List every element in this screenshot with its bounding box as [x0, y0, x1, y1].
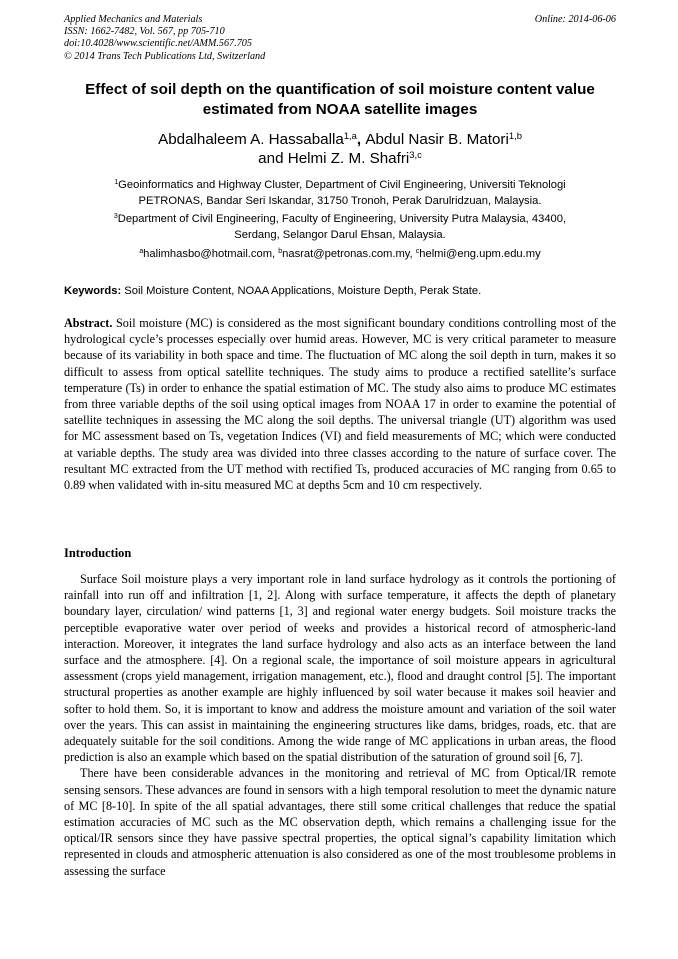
author-3-name: Helmi Z. M. Shafri — [287, 150, 410, 167]
affiliation-1-line-2: PETRONAS, Bandar Seri Iskandar, 31750 Tronoh, Perak Darulridzuan, Malaysia. — [138, 195, 542, 208]
keywords — [64, 283, 624, 299]
author-2-name: Abdul Nasir B. Matori — [365, 131, 509, 148]
journal-name: Applied Mechanics and Materials — [64, 14, 203, 25]
affiliation-1-line-1 — [64, 177, 616, 193]
email-a: halimhasbo@hotmail.com, — [143, 248, 279, 260]
email-c: helmi@eng.upm.edu.my — [419, 248, 541, 260]
affiliation-3-marker: 3 — [113, 213, 118, 221]
section-heading-introduction: Introduction — [64, 546, 132, 560]
email-addresses — [64, 246, 616, 262]
keywords-label: Keywords: — [64, 285, 122, 297]
introduction-body — [64, 571, 616, 879]
paper-title — [64, 80, 616, 119]
author-1-affil: 1,a — [343, 129, 357, 141]
author-3-affil: 3,c — [409, 148, 422, 160]
intro-paragraph-2: There have been considerable advances in the monitoring and retrieval of MC from Optical/IR remote sensing sensors. These advances are found in sensors with a high temporal resolution to meet the dynamic nature of MC [8-10]. In spite of the all spatial advantages, there still some critical challenges that reduce the spatial estimation accuracies of MC such as the MC observation depth, which remains a challenging issue for the optical/IR sensors since they have passive spectral properties, the optical signal’s capability limitation which represented in clouds and atmospheric attenuation is also considered as one of the most troublesome problems in assessing the surface — [64, 766, 616, 878]
journal-header — [64, 14, 616, 63]
affiliation-1-marker: 1 — [114, 179, 119, 187]
affiliation-1 — [64, 177, 616, 209]
author-1-name: Abdalhaleem A. Hassaballa — [158, 131, 344, 148]
journal-copyright: © 2014 Trans Tech Publications Ltd, Switzerland — [64, 50, 266, 62]
intro-paragraph-1: Surface Soil moisture plays a very important role in land surface hydrology as it controls the portioning of rainfall into run off and infiltration [1, 2]. Along with surface temperature, it affects the depth of planetary boundary layer, circulation/ wind patterns [1, 3] and regional water energy budgets. Soil moisture tracks the perceptible evaporative water over period of weeks and provides a historical record of atmospheric-land interaction. Moreover, it integrates the land surface hydrology and also acts as an interface between the land surface and the atmosphere. [4]. On a regional scale, the importance of soil moisture appears in agricultural assessment (crops yield management, irrigation management, etc.), flood and draught control [5]. The important structural properties as another example are highly influenced by soil water because it makes soil heavier and softer to hold them. So, it is important to know and address the moisture amount and variation of the soil water over the years. This can assist in maintaining the engineering structures like dams, bridges, roads, etc. that are adequately suitable for the soil conditions. Among the wide range of MC applications in urban areas, the flood prediction is also an example which based on the spatial distribution of the saturation of ground soil [6, 7]. — [64, 572, 616, 765]
abstract — [64, 315, 616, 493]
authors-line-1 — [64, 130, 616, 149]
journal-doi: doi:10.4028/www.scientific.net/AMM.567.705 — [64, 38, 252, 50]
author-separator: , — [356, 131, 366, 148]
affiliation-3-line-2: Serdang, Selangor Darul Ehsan, Malaysia. — [234, 229, 446, 242]
affiliation-3 — [64, 211, 616, 243]
author-list — [64, 130, 616, 168]
affiliation-3-line-1 — [64, 211, 616, 227]
author-3-prefix: and — [258, 150, 288, 167]
abstract-label: Abstract. — [64, 316, 113, 330]
author-2-affil: 1,b — [508, 129, 522, 141]
email-a-marker: a — [139, 248, 144, 256]
journal-issn: ISSN: 1662-7482, Vol. 567, pp 705-710 — [64, 26, 225, 38]
title-line-1: Effect of soil depth on the quantification of soil moisture content value — [85, 81, 595, 98]
email-b-marker: b — [278, 248, 283, 256]
email-b: nasrat@petronas.com.my, — [282, 248, 416, 260]
online-date: Online: 2014-06-06 — [534, 14, 616, 25]
affiliation-3-text: Department of Civil Engineering, Faculty of Engineering, University Putra Malaysia, 43400, — [117, 213, 567, 225]
authors-line-2 — [64, 149, 616, 168]
title-line-2: estimated from NOAA satellite images — [202, 100, 478, 118]
keywords-text: Soil Moisture Content, NOAA Applications, Moisture Depth, Perak State. — [121, 285, 482, 297]
affiliation-1-text: Geoinformatics and Highway Cluster, Department of Civil Engineering, Universiti Teknologi — [118, 179, 566, 191]
email-c-marker: c — [415, 248, 420, 256]
abstract-text: Soil moisture (MC) is considered as the most significant boundary conditions controlling most of the hydrological cycle’s processes especially over humid areas. However, MC is very critical parameter to measure because of its variability in both space and time. The fluctuation of MC along the soil depth in turn, makes it so difficult to assess from optical satellite techniques. The study aims to produce a rectified satellite’s surface temperature (Ts) in order to enhance the spatial estimation of MC. The study also aims to produce MC estimates from three variable depths of the soil using optical images from NOAA 17 in order to examine the potential of satellite techniques in assessing the MC along the soil depths. The universal triangle (UT) algorithm was used for MC assessment based on Ts, vegetation Indices (VI) and field measurements of MC; which were conducted at variable depths. The study area was divided into three classes according to the nature of surface cover. The resultant MC extracted from the UT method with rectified Ts, produced accuracies of MC ranging from 0.65 to 0.89 when validated with in-situ measured MC at depths 5cm and 10 cm respectively. — [64, 316, 616, 493]
